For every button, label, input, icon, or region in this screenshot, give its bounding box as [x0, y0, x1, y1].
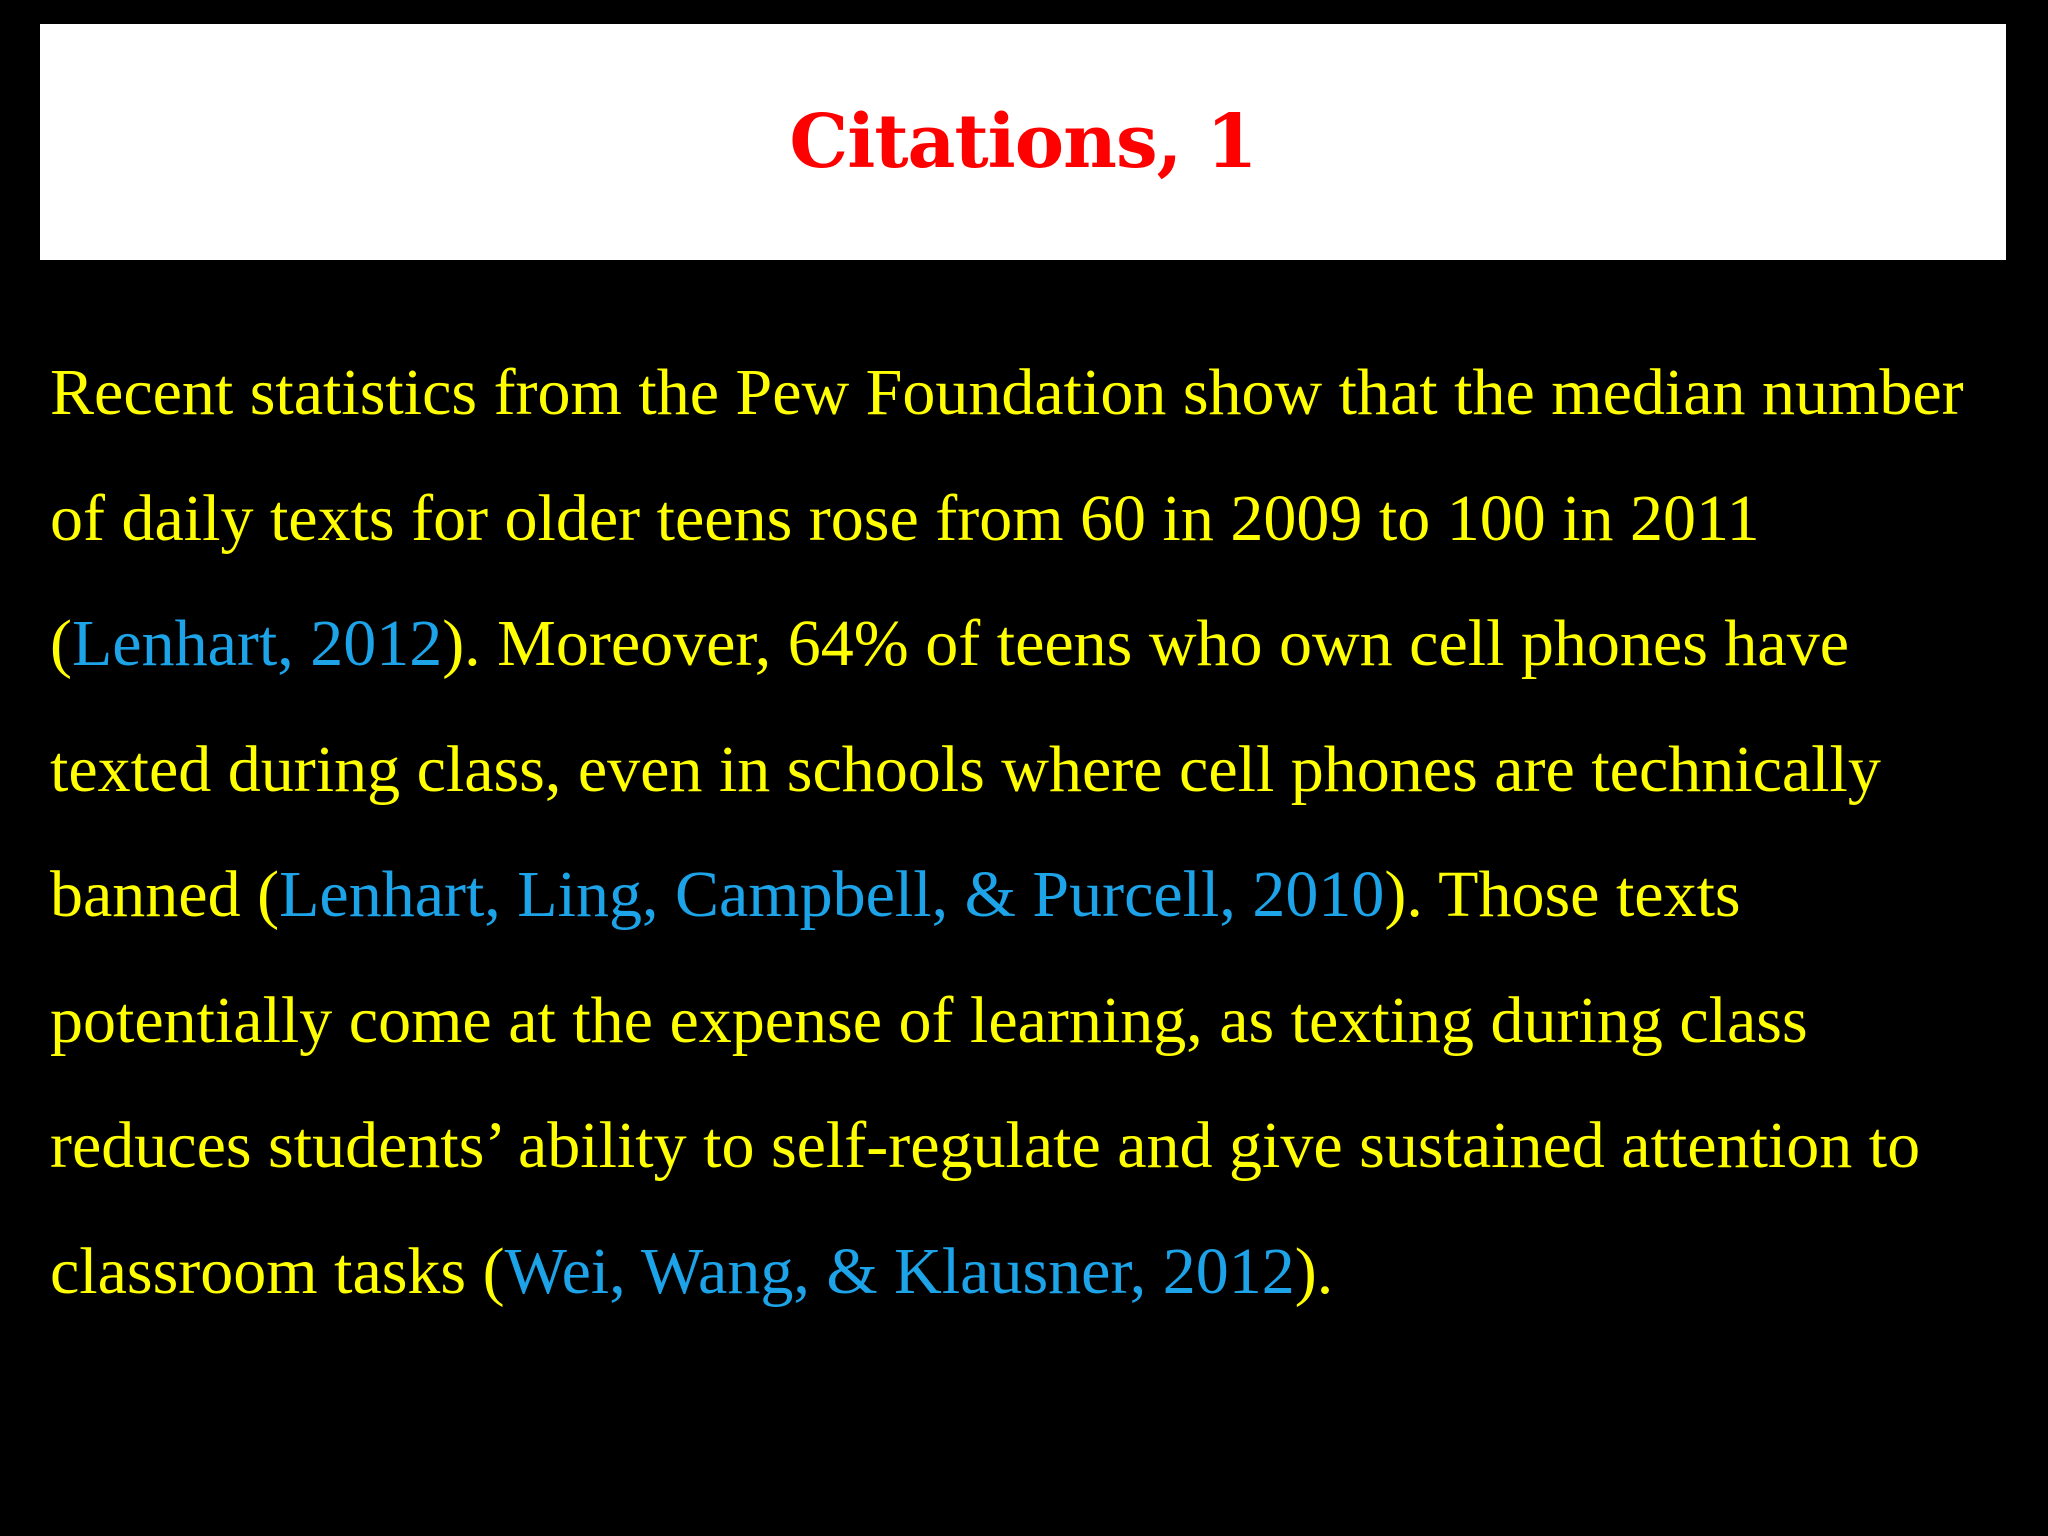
citation-lenhart-ling-campbell-purcell-2010: Lenhart, Ling, Campbell, & Purcell, 2010	[279, 858, 1385, 931]
body-text-segment: ). Moreover, 64% of teens who own cell phones have texted during class, even in schools where cell phones are technically banned (	[50, 607, 1881, 931]
body-text-segment: ). Those texts potentially come at the expense of learning, as texting during class reduces students’ ability to self-regulate and give sustained attention to classroom tasks (	[50, 858, 1921, 1308]
slide-title: Citations, 1	[789, 99, 1257, 185]
body-text-segment: Recent statistics from the Pew Foundation show that the median number of daily texts for older teens rose from 60 in 2009 to 100 in 2011 (	[50, 356, 1964, 680]
citation-wei-wang-klausner-2012: Wei, Wang, & Klausner, 2012	[504, 1234, 1295, 1308]
body-text-segment: ).	[1294, 1234, 1334, 1308]
body-paragraph	[50, 330, 2010, 1334]
citation-lenhart-2012: Lenhart, 2012	[71, 607, 443, 680]
title-box	[40, 24, 2006, 260]
